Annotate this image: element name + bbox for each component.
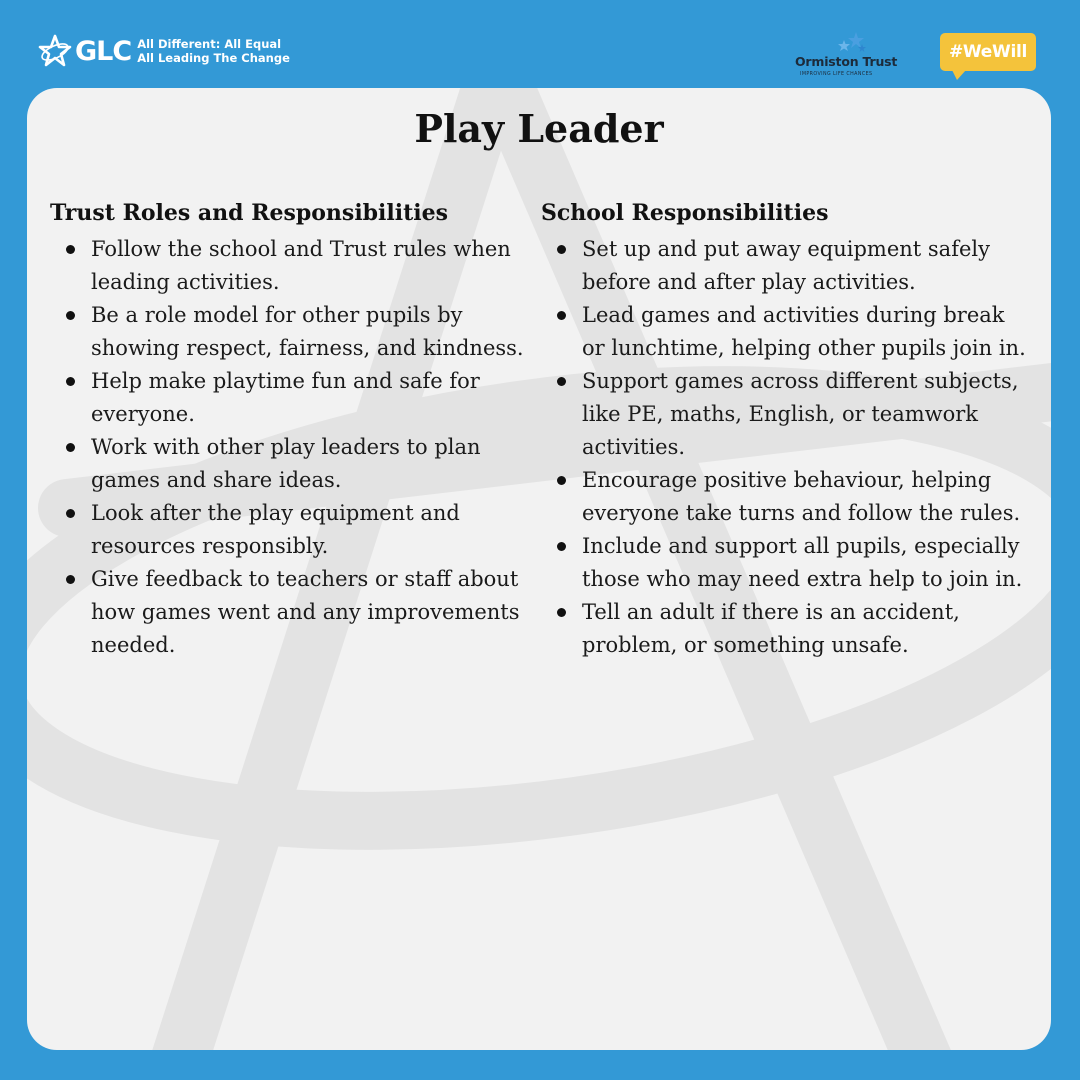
bullet-icon (66, 245, 75, 254)
bullet-icon (66, 311, 75, 320)
bullet-icon (557, 476, 566, 485)
list-item (541, 365, 1033, 464)
list-item-text: Work with other play leaders to plan games and share ideas. (91, 435, 481, 492)
list-item (50, 233, 530, 299)
trust-responsibilities-heading: Trust Roles and Responsibilities (50, 200, 449, 226)
bullet-icon (557, 608, 566, 617)
school-responsibilities-list (541, 233, 1033, 662)
glc-tagline (137, 37, 290, 65)
content-card (27, 88, 1051, 1050)
list-item-text: Give feedback to teachers or staff about how games went and any improvements needed. (91, 567, 520, 657)
ormiston-trust-logo (792, 32, 910, 82)
trust-responsibilities-column (50, 200, 530, 662)
bullet-icon (557, 542, 566, 551)
list-item-text: Support games across different subjects, like PE, maths, English, or teamwork activities. (582, 369, 1019, 459)
header (0, 0, 1080, 88)
list-item-text: Lead games and activities during break or lunchtime, helping other pupils join in. (582, 303, 1026, 360)
star-icon (38, 34, 72, 68)
list-item-text: Tell an adult if there is an accident, problem, or something unsafe. (582, 600, 960, 657)
bullet-icon (557, 377, 566, 386)
wewill-badge (940, 33, 1036, 71)
list-item (541, 233, 1033, 299)
list-item (541, 299, 1033, 365)
trust-responsibilities-list (50, 233, 530, 662)
list-item (50, 563, 530, 662)
list-item (541, 530, 1033, 596)
wewill-text: #WeWill (948, 42, 1028, 62)
bullet-icon (66, 509, 75, 518)
list-item-text: Set up and put away equipment safely before and after play activities. (582, 237, 990, 294)
glc-tagline-line-1: All Different: All Equal (137, 37, 282, 51)
page-title: Play Leader (414, 106, 664, 151)
speech-bubble-tail (952, 70, 966, 80)
glc-logo (38, 34, 290, 68)
list-item-text: Follow the school and Trust rules when leading activities. (91, 237, 511, 294)
list-item-text: Encourage positive behaviour, helping everyone take turns and follow the rules. (582, 468, 1021, 525)
glc-tagline-line-2: All Leading The Change (137, 51, 290, 65)
list-item-text: Look after the play equipment and resources responsibly. (91, 501, 460, 558)
bullet-icon (66, 443, 75, 452)
list-item (541, 464, 1033, 530)
list-item (50, 497, 530, 563)
bullet-icon (66, 575, 75, 584)
list-item (50, 365, 530, 431)
school-responsibilities-heading: School Responsibilities (541, 200, 829, 226)
list-item-text: Be a role model for other pupils by showing respect, fairness, and kindness. (91, 303, 524, 360)
list-item-text: Help make playtime fun and safe for everyone. (91, 369, 480, 426)
school-responsibilities-column (541, 200, 1033, 662)
bullet-icon (557, 311, 566, 320)
list-item (50, 431, 530, 497)
bullet-icon (557, 245, 566, 254)
list-item (541, 596, 1033, 662)
glc-logo-text: GLC (75, 35, 132, 67)
bullet-icon (66, 377, 75, 386)
list-item-text: Include and support all pupils, especially those who may need extra help to join in. (582, 534, 1023, 591)
list-item (50, 299, 530, 365)
ormiston-trust-subtitle: IMPROVING LIFE CHANCES (800, 72, 873, 77)
ormiston-trust-name: Ormiston Trust (795, 54, 898, 69)
